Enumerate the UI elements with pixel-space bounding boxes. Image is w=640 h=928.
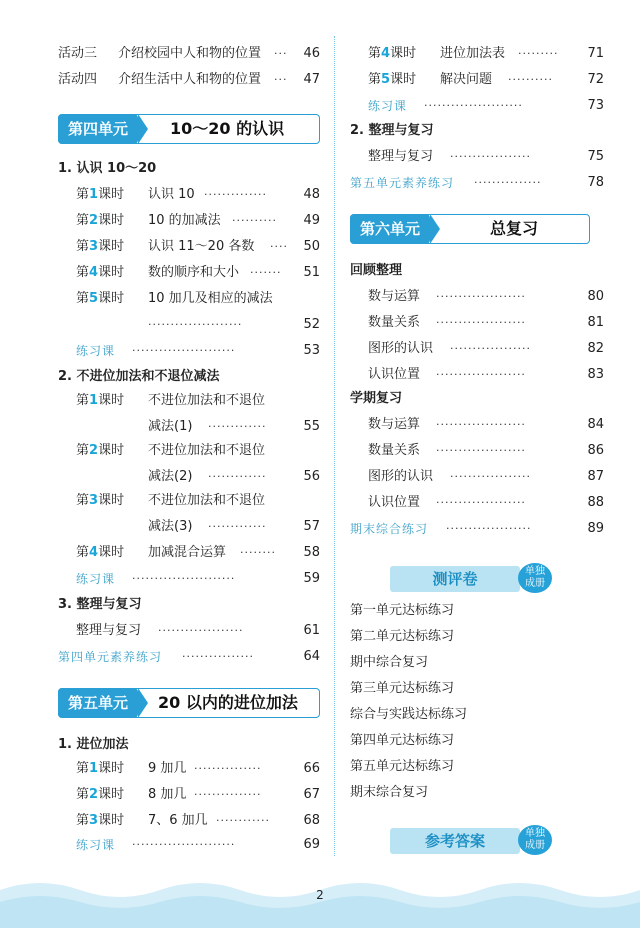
lesson-title: 认识 10 xyxy=(148,187,195,202)
lesson-title: 7、6 加几 xyxy=(148,813,208,828)
lesson-title: 10 的加减法 xyxy=(148,213,221,228)
toc-entry-review-item[interactable]: 数量关系 ···················· 86 xyxy=(368,443,604,458)
toc-entry-lesson[interactable]: 第4课时 加减混合运算 ········ 58 xyxy=(76,542,320,564)
toc-entry-activity-4[interactable]: 活动四 介绍生活中人和物的位置 ··· 47 xyxy=(58,69,320,91)
activity-label: 活动三 xyxy=(58,46,98,61)
toc-entry-practice[interactable]: 练习课 ······················· 53 xyxy=(76,343,320,358)
toc-entry-review-item[interactable]: 认识位置 ···················· 88 xyxy=(368,495,604,510)
toc-entry-review[interactable]: 整理与复习 ··················· 61 xyxy=(76,623,320,638)
test-item[interactable]: 第二单元达标练习 xyxy=(350,629,455,644)
toc-entry-lesson-cont[interactable]: ····················· 52 xyxy=(148,317,320,332)
answers-pill[interactable]: 参考答案 xyxy=(390,828,520,854)
toc-entry-lesson[interactable]: 第3课时 不进位加法和不退位 xyxy=(76,490,320,512)
activity-label: 活动四 xyxy=(58,72,98,87)
lesson-title: 10 加几及相应的减法 xyxy=(148,291,273,306)
toc-entry-lesson[interactable]: 第1课时 不进位加法和不退位 xyxy=(76,390,320,412)
toc-entry-activity-3[interactable]: 活动三 介绍校园中人和物的位置 ··· 46 xyxy=(58,43,320,65)
toc-entry-practice[interactable]: 练习课 ······················· 69 xyxy=(76,837,320,852)
lesson-title: 解决问题 xyxy=(440,72,493,87)
lesson-title: 加减混合运算 xyxy=(148,545,227,560)
toc-entry-practice[interactable]: 练习课 ······················· 59 xyxy=(76,571,320,586)
toc-entry-lesson[interactable]: 第5课时 解决问题 ·········· 72 xyxy=(368,69,604,91)
test-item[interactable]: 第四单元达标练习 xyxy=(350,733,455,748)
toc-entry-lesson-cont[interactable]: 减法(1) ············· 55 xyxy=(148,419,320,434)
column-divider xyxy=(334,36,335,856)
test-item[interactable]: 综合与实践达标练习 xyxy=(350,707,468,722)
toc-entry-unit-practice[interactable]: 第四单元素养练习 ················ 64 xyxy=(58,649,320,664)
toc-entry-final-practice[interactable]: 期末综合练习 ··················· 89 xyxy=(350,521,604,536)
toc-entry-review-item[interactable]: 数与运算 ···················· 84 xyxy=(368,417,604,432)
lesson-title: 8 加几 xyxy=(148,787,187,802)
section-heading: 3. 整理与复习 xyxy=(58,597,142,612)
tests-pill[interactable]: 测评卷 xyxy=(390,566,520,592)
test-item[interactable]: 期末综合复习 xyxy=(350,785,429,800)
unit-6-banner xyxy=(350,214,590,244)
unit-6-title: 总复习 xyxy=(490,219,539,238)
section-heading: 2. 整理与复习 xyxy=(350,123,434,138)
separate-volume-badge: 单独 成册 xyxy=(518,563,552,593)
lesson-title: 不进位加法和不退位 xyxy=(148,443,266,458)
toc-entry-lesson[interactable]: 第2课时 8 加几 ··············· 67 xyxy=(76,784,320,806)
toc-entry-review[interactable]: 整理与复习 ·················· 75 xyxy=(368,149,604,164)
toc-entry-review-item[interactable]: 图形的认识 ·················· 82 xyxy=(368,341,604,356)
toc-entry-practice[interactable]: 练习课 ······················ 73 xyxy=(368,98,604,113)
toc-entry-lesson[interactable]: 第1课时 认识 10 ·············· 48 xyxy=(76,184,320,206)
unit-5-title: 20 以内的进位加法 xyxy=(158,693,298,712)
section-heading: 1. 进位加法 xyxy=(58,737,129,752)
lesson-title: 数的顺序和大小 xyxy=(148,265,240,280)
unit-4-title: 10～20 的认识 xyxy=(170,119,285,138)
toc-entry-review-item[interactable]: 数量关系 ···················· 81 xyxy=(368,315,604,330)
toc-entry-lesson[interactable]: 第1课时 9 加几 ··············· 66 xyxy=(76,758,320,780)
section-heading: 回顾整理 xyxy=(350,263,403,278)
toc-entry-review-item[interactable]: 认识位置 ···················· 83 xyxy=(368,367,604,382)
page-ref: 46 xyxy=(303,46,320,61)
unit-5-tag: 第五单元 xyxy=(58,688,138,718)
section-heading: 2. 不进位加法和不退位减法 xyxy=(58,369,220,384)
section-heading: 1. 认识 10～20 xyxy=(58,161,157,176)
toc-entry-lesson-cont[interactable]: 减法(3) ············· 57 xyxy=(148,519,320,534)
unit-6-tag: 第六单元 xyxy=(350,214,430,244)
toc-entry-lesson[interactable]: 第4课时 进位加法表 ········· 71 xyxy=(368,43,604,65)
toc-entry-lesson-cont[interactable]: 减法(2) ············· 56 xyxy=(148,469,320,484)
toc-entry-lesson[interactable]: 第2课时 10 的加减法 ·········· 49 xyxy=(76,210,320,232)
test-item[interactable]: 第五单元达标练习 xyxy=(350,759,455,774)
toc-entry-review-item[interactable]: 图形的认识 ·················· 87 xyxy=(368,469,604,484)
lesson-title: 不进位加法和不退位 xyxy=(148,493,266,508)
unit-4-tag: 第四单元 xyxy=(58,114,138,144)
lesson-title: 9 加几 xyxy=(148,761,187,776)
activity-title: 介绍生活中人和物的位置 xyxy=(118,72,262,87)
lesson-title: 不进位加法和不退位 xyxy=(148,393,266,408)
lesson-title: 认识 11～20 各数 xyxy=(148,239,255,254)
test-item[interactable]: 第一单元达标练习 xyxy=(350,603,455,618)
activity-title: 介绍校园中人和物的位置 xyxy=(118,46,262,61)
unit-4-banner xyxy=(58,114,320,144)
separate-volume-badge: 单独 成册 xyxy=(518,825,552,855)
section-heading: 学期复习 xyxy=(350,391,403,406)
unit-5-banner xyxy=(58,688,320,718)
test-item[interactable]: 期中综合复习 xyxy=(350,655,429,670)
toc-entry-lesson[interactable]: 第3课时 认识 11～20 各数 ···· 50 xyxy=(76,236,320,258)
toc-entry-lesson[interactable]: 第5课时 10 加几及相应的减法 xyxy=(76,288,320,310)
toc-entry-review-item[interactable]: 数与运算 ···················· 80 xyxy=(368,289,604,304)
test-item[interactable]: 第三单元达标练习 xyxy=(350,681,455,696)
toc-entry-lesson[interactable]: 第3课时 7、6 加几 ············ 68 xyxy=(76,810,320,832)
toc-entry-unit-practice[interactable]: 第五单元素养练习 ··············· 78 xyxy=(350,175,604,190)
toc-entry-lesson[interactable]: 第4课时 数的顺序和大小 ······· 51 xyxy=(76,262,320,284)
lesson-title: 进位加法表 xyxy=(440,46,506,61)
page-number: 2 xyxy=(316,888,324,902)
toc-entry-lesson[interactable]: 第2课时 不进位加法和不退位 xyxy=(76,440,320,462)
page-ref: 47 xyxy=(303,72,320,87)
